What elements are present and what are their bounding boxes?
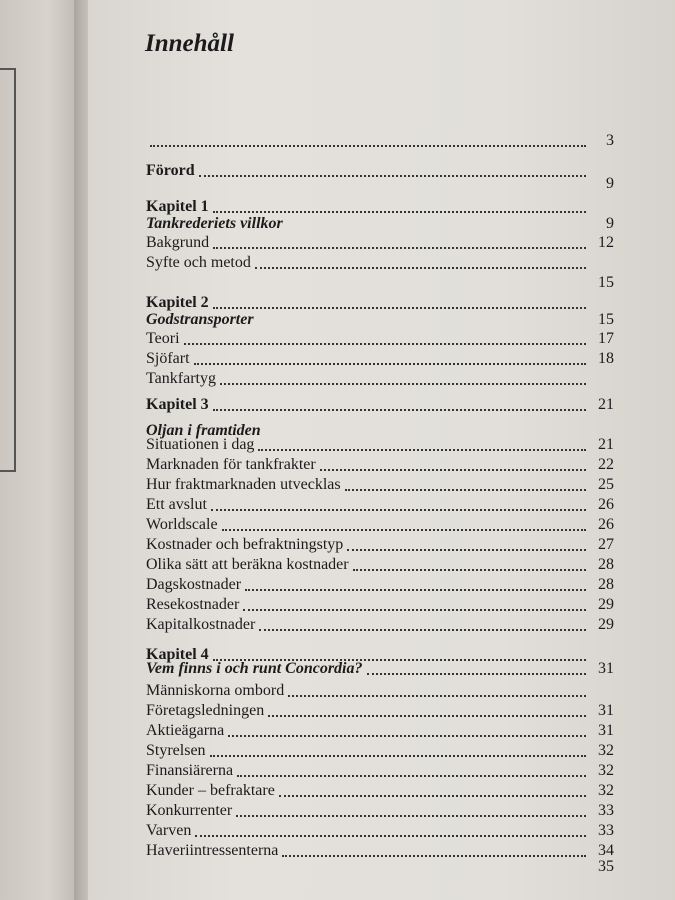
- toc-entry-label: Kunder – befraktare: [146, 782, 275, 799]
- toc-entry: [146, 534, 614, 554]
- dot-leader: [222, 529, 586, 531]
- toc-entry: [146, 514, 614, 534]
- toc-entry: [146, 594, 614, 614]
- toc-entry: [146, 614, 614, 634]
- toc-entry: [146, 328, 614, 348]
- toc-entry-label: Kapitel 3: [146, 396, 209, 413]
- toc-entry: [146, 252, 614, 272]
- toc-entry-label: Konkurrenter: [146, 802, 233, 819]
- toc-entry-page-number: 33: [598, 822, 614, 839]
- toc-entry-label: Syfte och metod: [146, 254, 251, 271]
- toc-entry-page-number: 17: [598, 330, 614, 347]
- toc-entry-page-number: 28: [598, 576, 614, 593]
- toc-entry-page-number: 29: [598, 596, 614, 613]
- dot-leader: [211, 509, 586, 511]
- toc-entry: [146, 800, 614, 820]
- dot-leader: [279, 795, 586, 797]
- toc-entry-page-number: 15: [598, 311, 614, 328]
- toc-entry-page-number: 15: [598, 274, 614, 291]
- toc-entry-label: Sjöfart: [146, 350, 190, 367]
- dot-leader: [150, 145, 586, 147]
- dot-leader: [268, 715, 586, 717]
- toc-entry-page-number: 29: [598, 616, 614, 633]
- toc-entry: [146, 309, 614, 329]
- toc-entry-label: Teori: [146, 330, 180, 347]
- toc-entry-page-number: 12: [598, 234, 614, 251]
- dot-leader: [243, 609, 586, 611]
- toc-entry-page-number: 26: [598, 516, 614, 533]
- toc-entry-label: Förord: [146, 162, 195, 179]
- dot-leader: [194, 363, 586, 365]
- toc-entry-label: Företagsledningen: [146, 702, 265, 719]
- dot-leader: [236, 815, 586, 817]
- toc-entry-page-number: 9: [606, 175, 614, 192]
- toc-entry-label: Tankrederiets villkor: [146, 215, 283, 232]
- dot-leader: [213, 247, 586, 249]
- dot-leader: [237, 775, 586, 777]
- toc-entry: [146, 574, 614, 594]
- toc-entry-label: Dagskostnader: [146, 576, 242, 593]
- dot-leader: [245, 589, 586, 591]
- toc-entry-label: Situationen i dag: [146, 436, 255, 453]
- toc-entry-label: Kapitalkostnader: [146, 616, 256, 633]
- toc-entry-page-number: 35: [598, 858, 614, 875]
- toc-entry-label: Resekostnader: [146, 596, 240, 613]
- toc-entry: [146, 232, 614, 252]
- toc-entry: [146, 434, 614, 454]
- toc-entry: [146, 856, 614, 876]
- toc-entry-page-number: 33: [598, 802, 614, 819]
- toc-entry: [146, 740, 614, 760]
- toc-entry-page-number: 31: [598, 702, 614, 719]
- toc-entry-label: Vem finns i och runt Concordia?: [146, 660, 363, 677]
- dot-leader: [184, 343, 586, 345]
- toc-entry: [146, 368, 614, 388]
- toc-entry: [146, 680, 614, 700]
- toc-entry-page-number: 9: [606, 215, 614, 232]
- toc-entry: [146, 348, 614, 368]
- toc-entry-page-number: 3: [606, 132, 614, 149]
- toc-entry-label: Bakgrund: [146, 234, 210, 251]
- toc-entry-page-number: 32: [598, 742, 614, 759]
- toc-entry-page-number: 27: [598, 536, 614, 553]
- toc-entry: [146, 820, 614, 840]
- toc-entry: [146, 272, 614, 292]
- toc-entry-page-number: 21: [598, 396, 614, 413]
- toc-entry-label: Finansiärerna: [146, 762, 234, 779]
- toc-entry-label: Tankfartyg: [146, 370, 216, 387]
- toc-entry-page-number: 26: [598, 496, 614, 513]
- toc-entry-label: Kostnader och befraktningstyp: [146, 536, 344, 553]
- toc-entry: [146, 720, 614, 740]
- toc-entry: [146, 213, 614, 233]
- dot-leader: [210, 755, 586, 757]
- toc-entry-label: Kapitel 1: [146, 198, 209, 215]
- toc-entry: [146, 494, 614, 514]
- toc-entry-page-number: 34: [598, 842, 614, 859]
- toc-entry-label: Worldscale: [146, 516, 218, 533]
- toc-entry: [146, 474, 614, 494]
- toc-entry-label: Haveriintressenterna: [146, 842, 279, 859]
- toc-entry-page-number: 32: [598, 762, 614, 779]
- toc-entry: [146, 658, 614, 678]
- toc-entry-label: Kapitel 2: [146, 294, 209, 311]
- toc-entry-page-number: 25: [598, 476, 614, 493]
- dot-leader: [220, 383, 586, 385]
- dot-leader: [259, 629, 586, 631]
- dot-leader: [195, 835, 586, 837]
- toc-entry: [146, 700, 614, 720]
- dot-leader: [345, 489, 586, 491]
- dot-leader: [320, 469, 586, 471]
- toc-entry: [146, 130, 614, 150]
- toc-entry-page-number: 21: [598, 436, 614, 453]
- toc-entry-label: Olika sätt att beräkna kostnader: [146, 556, 349, 573]
- page-title: Innehåll: [145, 30, 234, 57]
- toc-entry-page-number: 32: [598, 782, 614, 799]
- dot-leader: [367, 673, 587, 675]
- dot-leader: [228, 735, 586, 737]
- toc-entry: [146, 760, 614, 780]
- toc-entry-label: Marknaden för tankfrakter: [146, 456, 316, 473]
- dot-leader: [288, 695, 586, 697]
- dot-leader: [213, 409, 586, 411]
- toc-entry-page-number: 22: [598, 456, 614, 473]
- toc-entry: [146, 554, 614, 574]
- toc-entry-page-number: 28: [598, 556, 614, 573]
- toc-entry-label: Godstransporter: [146, 311, 254, 328]
- toc-entry: [146, 454, 614, 474]
- dot-leader: [258, 449, 586, 451]
- toc-entry: [146, 394, 614, 414]
- toc-entry-page-number: 18: [598, 350, 614, 367]
- toc-entry-page-number: 31: [598, 722, 614, 739]
- toc-entry-label: Människorna ombord: [146, 682, 285, 699]
- toc-entry-label: Oljan i framtiden: [146, 422, 261, 439]
- dot-leader: [255, 267, 586, 269]
- toc-entry-label: Aktieägarna: [146, 722, 225, 739]
- dot-leader: [347, 549, 586, 551]
- toc-entry-label: Ett avslut: [146, 496, 207, 513]
- toc-entry: [146, 780, 614, 800]
- toc-entry-label: Hur fraktmarknaden utvecklas: [146, 476, 341, 493]
- toc-entry-label: Kapitel 4: [146, 646, 209, 663]
- toc-entry-label: Varven: [146, 822, 192, 839]
- dot-leader: [353, 569, 586, 571]
- toc-entry-page-number: 31: [598, 660, 614, 677]
- toc-entry-label: Styrelsen: [146, 742, 206, 759]
- toc-entry: [146, 173, 614, 193]
